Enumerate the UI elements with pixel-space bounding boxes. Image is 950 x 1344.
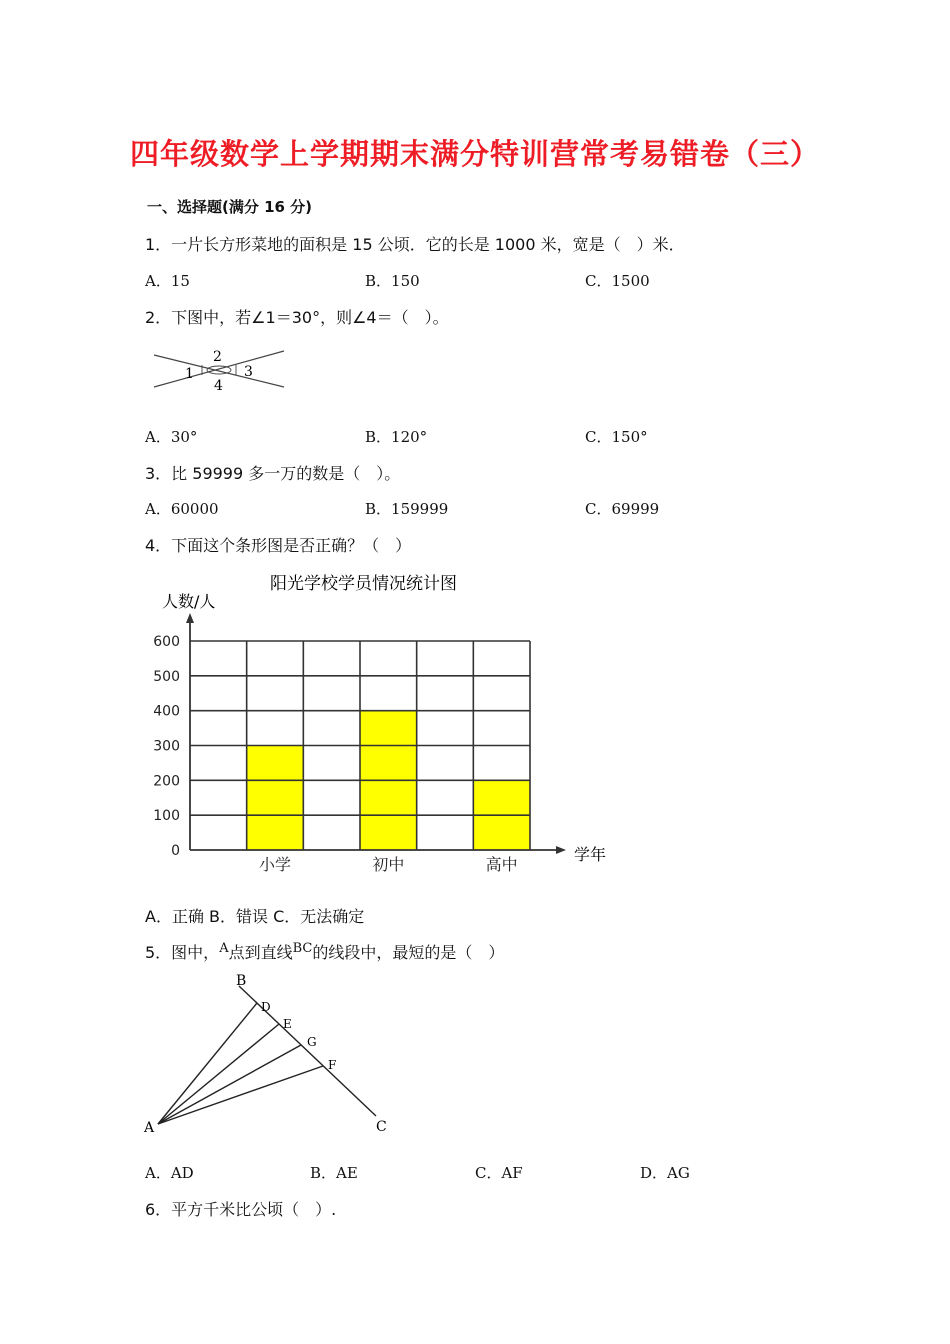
point-label-b: B	[236, 973, 247, 989]
line-bc	[239, 986, 376, 1116]
point-label-e: E	[283, 1017, 292, 1031]
y-tick-label: 0	[171, 843, 180, 859]
q5-option-d: D．AG	[640, 1164, 690, 1182]
chart-title: 阳光学校学员情况统计图	[270, 574, 457, 594]
bar-1	[247, 746, 304, 851]
question-2: 2．下图中，若∠1＝30°，则∠4＝（ ）。	[145, 308, 449, 327]
chart-x-axis-label: 学年	[574, 845, 607, 864]
y-tick-label: 400	[153, 703, 180, 720]
question-4: 4．下面这个条形图是否正确？（ ）	[145, 536, 412, 555]
angle-label-2: 2	[213, 349, 222, 365]
y-axis-arrow	[186, 613, 194, 623]
q5-line-bc: BC	[292, 941, 313, 956]
q3-option-a: A．60000	[145, 500, 219, 518]
q5-option-a: A．AD	[145, 1164, 194, 1182]
q2-option-c: C．150°	[585, 428, 648, 446]
point-label-c: C	[376, 1119, 387, 1135]
q3-option-c: C．69999	[585, 500, 660, 518]
point-label-d: D	[261, 1000, 271, 1014]
x-category-label: 小学	[258, 855, 292, 874]
angle-arc	[207, 366, 231, 374]
y-tick-label: 100	[153, 808, 180, 825]
q2-option-b: B．120°	[365, 428, 428, 446]
section-heading: 一、选择题(满分 16 分)	[147, 198, 313, 216]
angle-label-3: 3	[244, 364, 253, 380]
q5-point-a: A	[219, 941, 229, 956]
chart-y-ticks	[153, 634, 180, 859]
point-label-a: A	[144, 1120, 155, 1136]
segment-af	[158, 1066, 323, 1124]
segment-ag	[158, 1045, 301, 1124]
y-tick-label: 200	[153, 773, 180, 790]
q4-options: A．正确 B．错误 C．无法确定	[145, 907, 365, 926]
angle-label-4: 4	[214, 378, 223, 394]
segment-ae	[158, 1024, 279, 1124]
q5-option-c: C．AF	[475, 1164, 523, 1182]
q5-text-start: 5．图中，	[145, 943, 220, 962]
x-category-label: 高中	[485, 855, 518, 874]
question-6: 6．平方千米比公顷（ ）.	[145, 1200, 337, 1219]
y-tick-label: 500	[153, 668, 180, 685]
angle-figure	[150, 345, 290, 395]
q1-option-c: C．1500	[585, 272, 650, 290]
x-axis-arrow	[556, 846, 566, 854]
q5-text-middle: 点到直线	[228, 943, 293, 962]
bar-chart	[150, 565, 620, 880]
point-label-g: G	[307, 1035, 317, 1049]
segment-figure	[140, 968, 400, 1138]
q1-option-a: A．15	[145, 272, 190, 290]
page-title: 四年级数学上学期期末满分特训营常考易错卷（三）	[129, 137, 820, 171]
y-tick-label: 600	[153, 634, 180, 650]
segment-ad	[158, 1003, 257, 1124]
question-5	[145, 940, 504, 963]
angle-label-1: 1	[185, 366, 194, 382]
chart-y-axis-label: 人数/人	[162, 592, 216, 611]
question-3: 3．比 59999 多一万的数是（ ）。	[145, 464, 401, 483]
x-category-label: 初中	[372, 855, 405, 874]
q2-option-a: A．30°	[145, 428, 198, 446]
q5-text-end: 的线段中，最短的是（ ）	[312, 943, 505, 962]
q3-option-b: B．159999	[365, 500, 449, 518]
q1-option-b: B．150	[365, 272, 420, 290]
chart-x-ticks	[259, 855, 518, 874]
q5-option-b: B．AE	[310, 1164, 358, 1182]
question-1: 1．一片长方形菜地的面积是 15 公顷．它的长是 1000 米，宽是（ ）米．	[145, 235, 685, 254]
point-label-f: F	[328, 1058, 337, 1072]
y-tick-label: 300	[153, 738, 180, 755]
